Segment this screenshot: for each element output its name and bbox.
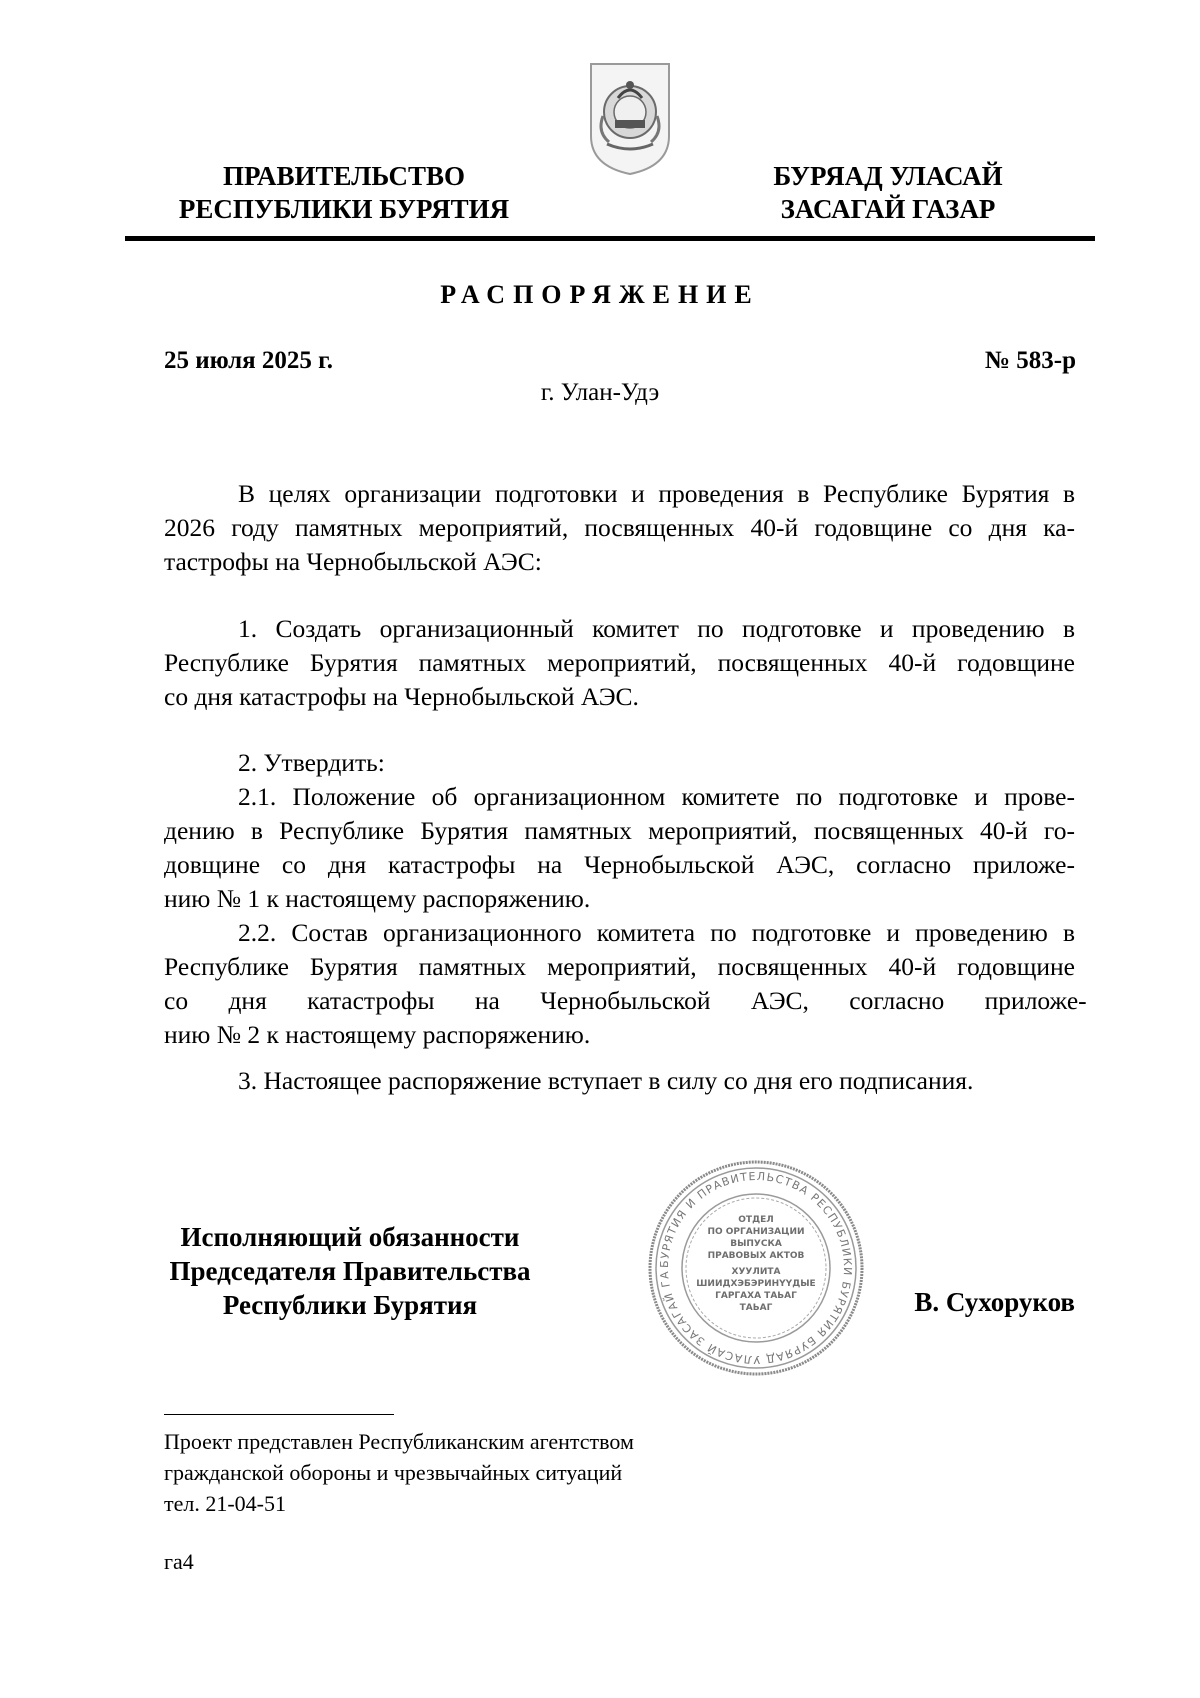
preamble-paragraph	[164, 477, 1075, 579]
stamp-inner-line: ТАЬАГ	[739, 1303, 773, 1313]
text-line: нию № 1 к настоящему распоряжению.	[164, 884, 591, 913]
text-line: тастрофы на Чернобыльской АЭС:	[164, 547, 542, 576]
text-line: 2. Утвердить:	[238, 748, 385, 777]
text-line: В целях организации подготовки и проведения в Республике Бурятия в	[238, 479, 1075, 508]
stamp-inner-line: ГАРГАХА ТАЬАГ	[715, 1291, 797, 1301]
signer-name: В. Сухоруков	[914, 1287, 1075, 1317]
stamp-inner-line: ШИИДХЭБЭРИНҮҮДЫЕ	[696, 1279, 816, 1289]
document-title: РАСПОРЯЖЕНИЕ	[440, 280, 760, 309]
text-line: дению в Республике Бурятия памятных мероприятий, посвященных 40-й го-	[164, 816, 1075, 845]
document-code: га4	[164, 1549, 194, 1574]
header-right	[688, 160, 1088, 226]
coat-of-arms-icon	[585, 58, 675, 178]
item-2-1-paragraph	[164, 780, 1075, 916]
header-left	[144, 160, 544, 226]
signer-position-line-2: Председателя Правительства	[169, 1256, 531, 1286]
text-line: Республике Бурятия памятных мероприятий, посвященных 40-й годовщине	[164, 648, 1075, 677]
item-3-paragraph	[164, 1064, 1075, 1098]
stamp-inner-line: ПО ОРГАНИЗАЦИИ	[707, 1227, 805, 1237]
header-divider	[125, 236, 1095, 241]
text-line: со дня катастрофы на Чернобыльской АЭС.	[164, 682, 639, 711]
header-right-line-1: БУРЯАД УЛАСАЙ	[773, 161, 1003, 191]
signer-position-line-1: Исполняющий обязанности	[180, 1222, 520, 1252]
text-line: 2026 году памятных мероприятий, посвященных 40-й годовщине со дня ка-	[164, 513, 1075, 542]
text-line: со дня катастрофы на Чернобыльской АЭС, согласно приложе-	[164, 986, 1087, 1015]
footnote-phone: тел. 21-04-51	[164, 1491, 287, 1516]
footnote-line-1: Проект представлен Республиканским агентством	[164, 1429, 634, 1454]
document-city: г. Улан-Удэ	[540, 379, 660, 406]
stamp-inner-line: ХУУЛИТА	[731, 1267, 781, 1277]
text-line: 2.1. Положение об организационном комитете по подготовке и прове-	[238, 782, 1075, 811]
footnote-line-2: гражданской обороны и чрезвычайных ситуаций	[164, 1460, 623, 1485]
footnote-divider	[164, 1414, 394, 1415]
text-line: нию № 2 к настоящему распоряжению.	[164, 1020, 591, 1049]
item-2-2-paragraph	[164, 916, 1087, 1052]
document-date: 25 июля 2025 г.	[164, 347, 333, 374]
header-right-line-2: ЗАСАГАЙ ГАЗАР	[780, 194, 996, 224]
stamp-outer-text: БУРЯТИЯ И ПРАВИТЕЛЬСТВА РЕСПУБЛИКИ БУРЯТИЯ БУРЯАД УЛАСАЙ ЗАСАГАЙ ГА	[657, 1169, 855, 1367]
text-line: 2.2. Состав организационного комитета по подготовке и проведению в	[238, 918, 1075, 947]
stamp-inner-line: ПРАВОВЫХ АКТОВ	[707, 1251, 805, 1261]
official-stamp	[643, 1158, 869, 1378]
footnote	[164, 1426, 634, 1519]
item-2-paragraph	[164, 746, 1075, 780]
document-number: № 583-р	[984, 347, 1076, 374]
stamp-inner-line: ОТДЕЛ	[738, 1215, 774, 1225]
header-left-line-1: ПРАВИТЕЛЬСТВО	[222, 161, 466, 191]
item-1-paragraph	[164, 612, 1075, 714]
stamp-inner-line: ВЫПУСКА	[730, 1239, 782, 1249]
header-left-line-2: РЕСПУБЛИКИ БУРЯТИЯ	[178, 194, 510, 224]
text-line: 1. Создать организационный комитет по подготовке и проведению в	[238, 614, 1075, 643]
signer-position-line-3: Республики Бурятия	[222, 1290, 478, 1320]
text-line: 3. Настоящее распоряжение вступает в силу со дня его подписания.	[238, 1066, 974, 1095]
signer-position	[150, 1220, 550, 1322]
text-line: Республике Бурятия памятных мероприятий, посвященных 40-й годовщине	[164, 952, 1075, 981]
text-line: довщине со дня катастрофы на Чернобыльской АЭС, согласно приложе-	[164, 850, 1075, 879]
